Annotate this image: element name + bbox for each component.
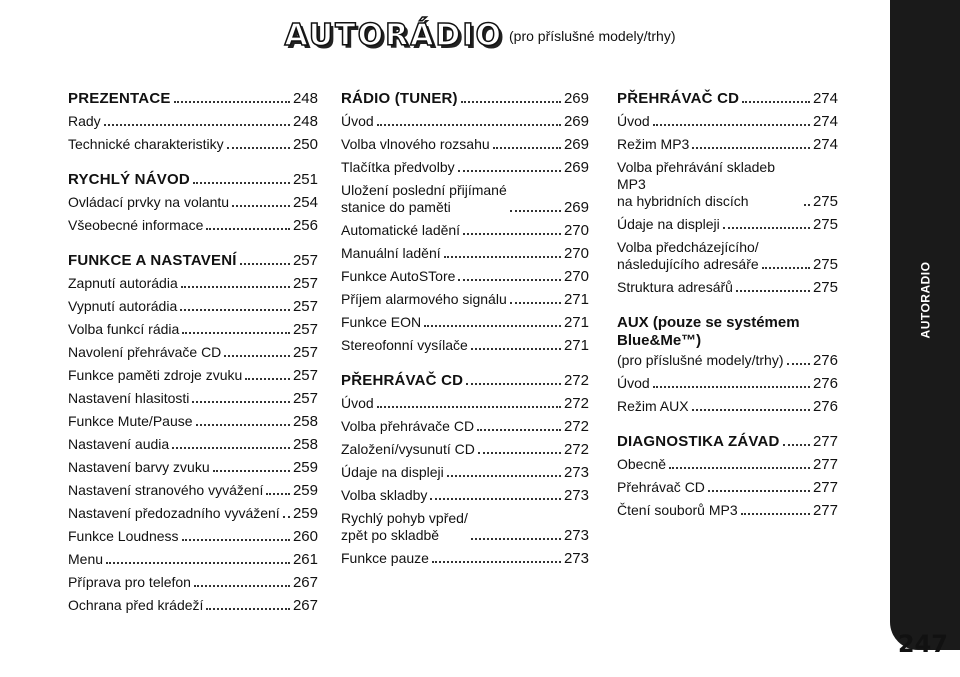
toc-section-heading[interactable] — [68, 90, 318, 107]
toc-entry[interactable] — [617, 502, 838, 519]
toc-page-number: 275 — [812, 193, 838, 210]
toc-entry-label: Volba předcházejícího/ následujícího adresáře — [617, 239, 759, 272]
dot-leader — [227, 147, 290, 149]
toc-page-number: 277 — [812, 502, 838, 519]
toc-entry-label: Ochrana před krádeží — [68, 597, 204, 613]
toc-entry[interactable] — [341, 222, 589, 239]
toc-entry-label: Úvod — [341, 113, 374, 129]
dot-leader — [181, 286, 290, 288]
toc-page-number: 274 — [812, 113, 838, 130]
dot-leader — [172, 447, 290, 449]
dot-leader — [192, 401, 290, 403]
dot-leader — [466, 383, 561, 385]
toc-entry[interactable] — [68, 275, 318, 292]
toc-page-number: 261 — [292, 551, 318, 568]
toc-entry-label: Založení/vysunutí CD — [341, 441, 475, 457]
toc-page-number: 257 — [292, 252, 318, 269]
toc-entry[interactable] — [68, 551, 318, 568]
toc-section-heading: AUX (pouze se systémem Blue&Me™) — [617, 314, 800, 349]
toc-entry[interactable] — [68, 113, 318, 130]
toc-entry[interactable] — [341, 395, 589, 412]
toc-page-number: 273 — [563, 527, 589, 544]
dot-leader — [447, 475, 561, 477]
toc-entry-label: Příprava pro telefon — [68, 574, 191, 590]
toc-page-number: 274 — [812, 136, 838, 153]
toc-page-number: 250 — [292, 136, 318, 153]
toc-section — [68, 252, 318, 614]
toc-entry-label: Nastavení stranového vyvážení — [68, 482, 264, 498]
toc-entry[interactable] — [341, 136, 589, 153]
toc-page-number: 271 — [563, 337, 589, 354]
toc-page-number: 277 — [812, 433, 838, 450]
toc-section-heading[interactable] — [341, 90, 589, 107]
toc-page-number: 272 — [563, 372, 589, 389]
toc-entry-label: Úvod — [341, 395, 374, 411]
toc-page-number: 272 — [563, 441, 589, 458]
toc-page-number: 276 — [812, 375, 838, 392]
dot-leader — [708, 490, 810, 492]
toc-page-number: 257 — [292, 390, 318, 407]
dot-leader — [692, 409, 810, 411]
toc-heading-label: PREZENTACE — [68, 90, 171, 107]
toc-entry-label: Režim AUX — [617, 398, 689, 414]
dot-leader — [478, 452, 561, 454]
toc-heading-label: FUNKCE A NASTAVENÍ — [68, 252, 237, 269]
dot-leader — [194, 585, 290, 587]
toc-heading-label: RYCHLÝ NÁVOD — [68, 171, 190, 188]
dot-leader — [206, 608, 290, 610]
dot-leader — [669, 467, 810, 469]
toc-page-number: 273 — [563, 464, 589, 481]
toc-entry-label: Obecně — [617, 456, 667, 472]
toc-page-number: 269 — [563, 199, 589, 216]
toc-entry-label: Funkce EON — [341, 314, 422, 330]
toc-page-number: 257 — [292, 321, 318, 338]
toc-entry[interactable] — [341, 337, 589, 354]
dot-leader — [493, 147, 561, 149]
dot-leader — [510, 210, 561, 212]
toc-entry-label: Volba vlnového rozsahu — [341, 136, 490, 152]
toc-entry-label: Údaje na displeji — [341, 464, 444, 480]
toc-heading-label: DIAGNOSTIKA ZÁVAD — [617, 433, 780, 450]
toc-section-heading[interactable] — [617, 433, 838, 450]
toc-column-1 — [68, 90, 318, 632]
dot-leader — [742, 101, 810, 103]
toc-page-number: 270 — [563, 222, 589, 239]
toc-page-number: 267 — [292, 597, 318, 614]
toc-entry[interactable] — [341, 441, 589, 458]
dot-leader — [240, 263, 290, 265]
toc-page-number: 248 — [292, 90, 318, 107]
toc-page-number: 256 — [292, 217, 318, 234]
toc-entry[interactable] — [617, 159, 838, 210]
toc-page-number: 272 — [563, 395, 589, 412]
toc-section — [341, 90, 589, 354]
toc-entry[interactable] — [68, 574, 318, 591]
toc-page-number: 259 — [292, 505, 318, 522]
dot-leader — [471, 348, 561, 350]
toc-entry[interactable] — [617, 136, 838, 153]
toc-entry[interactable] — [341, 291, 589, 308]
dot-leader — [106, 562, 290, 564]
dot-leader — [471, 538, 561, 540]
dot-leader — [180, 309, 290, 311]
toc-page-number: 257 — [292, 367, 318, 384]
toc-entry-label: Volba funkcí rádia — [68, 321, 180, 337]
toc-entry-label: Režim MP3 — [617, 136, 690, 152]
toc-section — [617, 314, 838, 415]
toc-page-number: 272 — [563, 418, 589, 435]
toc-entry[interactable] — [341, 550, 589, 567]
page-title — [0, 18, 960, 53]
dot-leader — [458, 279, 561, 281]
toc-page-number: 257 — [292, 298, 318, 315]
toc-entry[interactable] — [341, 245, 589, 262]
dot-leader — [463, 233, 561, 235]
toc-entry-label: Uložení poslední přijímané stanice do paměti — [341, 182, 507, 215]
toc-page-number: 259 — [292, 459, 318, 476]
toc-page-number: 257 — [292, 344, 318, 361]
toc-page-number: 257 — [292, 275, 318, 292]
toc-entry-label: Nastavení hlasitosti — [68, 390, 190, 406]
section-tab — [890, 0, 960, 650]
dot-leader — [653, 124, 810, 126]
toc-entry-label: Nastavení barvy zvuku — [68, 459, 210, 475]
toc-entry-label: Funkce pauze — [341, 550, 429, 566]
dot-leader — [477, 429, 561, 431]
title-subtitle: (pro příslušné modely/trhy) — [509, 28, 676, 44]
toc-page-number: 276 — [812, 398, 838, 415]
dot-leader — [182, 539, 290, 541]
toc-section — [617, 433, 838, 519]
toc-entry-label: Volba přehrávání skladeb MP3 na hybridních discích — [617, 159, 775, 209]
toc-entry-label: Příjem alarmového signálu — [341, 291, 507, 307]
toc-section-heading[interactable] — [617, 90, 838, 107]
toc-entry[interactable] — [68, 459, 318, 476]
toc-page-number: 269 — [563, 113, 589, 130]
toc-section-heading[interactable] — [341, 372, 589, 389]
toc-page-number: 274 — [812, 90, 838, 107]
toc-page-number: 258 — [292, 413, 318, 430]
toc-entry[interactable] — [68, 505, 318, 522]
dot-leader — [432, 561, 561, 563]
dot-leader — [653, 386, 810, 388]
toc-entry[interactable] — [341, 464, 589, 481]
toc-page-number: 276 — [812, 352, 838, 369]
toc-entry-label: Vypnutí autorádia — [68, 298, 178, 314]
toc-entry[interactable] — [68, 344, 318, 361]
dot-leader — [182, 332, 290, 334]
toc-page-number: 254 — [292, 194, 318, 211]
section-tab-label: AUTORADIO — [918, 261, 933, 339]
dot-leader — [245, 378, 290, 380]
toc-page-number: 269 — [563, 136, 589, 153]
dot-leader — [458, 170, 561, 172]
toc-page-number: 271 — [563, 314, 589, 331]
toc-entry-label: Rady — [68, 113, 101, 129]
toc-entry[interactable] — [617, 239, 838, 273]
toc-entry[interactable] — [341, 510, 589, 544]
toc-entry[interactable] — [68, 482, 318, 499]
toc-entry-label: Rychlý pohyb vpřed/ zpět po skladbě — [341, 510, 468, 543]
toc-page-number: 273 — [563, 550, 589, 567]
dot-leader — [232, 205, 290, 207]
dot-leader — [193, 182, 290, 184]
toc-entry-label: Manuální ladění — [341, 245, 441, 261]
toc-entry[interactable] — [68, 436, 318, 453]
dot-leader — [762, 267, 810, 269]
toc-page-number: 269 — [563, 159, 589, 176]
dot-leader — [461, 101, 561, 103]
toc-entry-label: Technické charakteristiky — [68, 136, 224, 152]
toc-entry-label: Stereofonní vysílače — [341, 337, 468, 353]
toc-entry[interactable] — [617, 398, 838, 415]
title-main: AUTORÁDIO — [284, 18, 503, 53]
toc-entry[interactable] — [617, 456, 838, 473]
toc-page-number: 275 — [812, 279, 838, 296]
toc-entry[interactable] — [68, 321, 318, 338]
dot-leader — [510, 302, 561, 304]
toc-page-number: 277 — [812, 456, 838, 473]
toc-entry[interactable] — [617, 279, 838, 296]
toc-entry[interactable] — [341, 182, 589, 216]
toc-entry-label: (pro příslušné modely/trhy) — [617, 352, 784, 368]
toc-entry-label: Navolení přehrávače CD — [68, 344, 222, 360]
toc-entry-label: Volba přehrávače CD — [341, 418, 475, 434]
dot-leader — [377, 124, 561, 126]
toc-entry[interactable] — [341, 418, 589, 435]
toc-page-number: 270 — [563, 245, 589, 262]
toc-entry[interactable] — [68, 597, 318, 614]
toc-entry-label: Tlačítka předvolby — [341, 159, 455, 175]
dot-leader — [783, 444, 810, 446]
toc-section — [68, 171, 318, 234]
toc-section — [341, 372, 589, 567]
dot-leader — [741, 513, 810, 515]
dot-leader — [723, 227, 810, 229]
toc-section — [617, 90, 838, 296]
toc-entry[interactable] — [617, 113, 838, 130]
toc-entry[interactable] — [341, 487, 589, 504]
toc-entry[interactable] — [68, 298, 318, 315]
dot-leader — [266, 493, 290, 495]
toc-page-number: 267 — [292, 574, 318, 591]
toc-entry-label: Přehrávač CD — [617, 479, 705, 495]
dot-leader — [224, 355, 290, 357]
dot-leader — [424, 325, 561, 327]
toc-entry[interactable] — [68, 528, 318, 545]
toc-page-number: 251 — [292, 171, 318, 188]
toc-section — [68, 90, 318, 153]
toc-column-2 — [341, 90, 589, 585]
toc-page-number: 277 — [812, 479, 838, 496]
dot-leader — [736, 290, 810, 292]
toc-page-number: 259 — [292, 482, 318, 499]
toc-entry-label: Automatické ladění — [341, 222, 461, 238]
dot-leader — [206, 228, 290, 230]
toc-entry-label: Funkce Loudness — [68, 528, 179, 544]
dot-leader — [430, 498, 561, 500]
toc-page-number: 248 — [292, 113, 318, 130]
toc-entry[interactable] — [341, 314, 589, 331]
toc-entry[interactable] — [617, 352, 838, 369]
toc-page-number: 275 — [812, 216, 838, 233]
toc-entry-label: Funkce AutoSTore — [341, 268, 456, 284]
page-number: 247 — [897, 630, 948, 658]
dot-leader — [804, 204, 810, 206]
toc-entry-label: Funkce Mute/Pause — [68, 413, 193, 429]
toc-entry-label: Ovládací prvky na volantu — [68, 194, 230, 210]
toc-entry[interactable] — [617, 216, 838, 233]
toc-heading-label: PŘEHRÁVAČ CD — [341, 372, 464, 389]
toc-entry[interactable] — [341, 268, 589, 285]
toc-page-number: 270 — [563, 268, 589, 285]
toc-entry[interactable] — [341, 159, 589, 176]
toc-entry-label: Volba skladby — [341, 487, 428, 503]
toc-entry-label: Funkce paměti zdroje zvuku — [68, 367, 243, 383]
dot-leader — [174, 101, 290, 103]
dot-leader — [283, 516, 290, 518]
dot-leader — [787, 363, 810, 365]
toc-entry[interactable] — [68, 413, 318, 430]
toc-page-number: 275 — [812, 256, 838, 273]
toc-entry-label: Nastavení audia — [68, 436, 170, 452]
toc-page-number: 258 — [292, 436, 318, 453]
dot-leader — [444, 256, 561, 258]
toc-section-heading[interactable] — [68, 252, 318, 269]
toc-entry-label: Úvod — [617, 113, 650, 129]
toc-page-number: 273 — [563, 487, 589, 504]
toc-entry[interactable] — [617, 375, 838, 392]
dot-leader — [692, 147, 810, 149]
dot-leader — [196, 424, 290, 426]
toc-entry-label: Údaje na displeji — [617, 216, 720, 232]
toc-entry[interactable] — [68, 217, 318, 234]
toc-entry[interactable] — [341, 113, 589, 130]
toc-entry-label: Všeobecné informace — [68, 217, 204, 233]
toc-heading-label: PŘEHRÁVAČ CD — [617, 90, 740, 107]
toc-entry-label: Nastavení předozadního vyvážení — [68, 505, 280, 521]
toc-entry-label: Struktura adresářů — [617, 279, 733, 295]
toc-heading-label: RÁDIO (TUNER) — [341, 90, 458, 107]
toc-entry-label: Úvod — [617, 375, 650, 391]
toc-entry-label: Menu — [68, 551, 104, 567]
toc-page-number: 260 — [292, 528, 318, 545]
toc-page-number: 271 — [563, 291, 589, 308]
toc-entry-label: Čtení souborů MP3 — [617, 502, 738, 518]
toc-entry[interactable] — [68, 390, 318, 407]
dot-leader — [377, 406, 561, 408]
toc-entry[interactable] — [68, 367, 318, 384]
dot-leader — [104, 124, 290, 126]
toc-entry[interactable] — [617, 479, 838, 496]
toc-entry-label: Zapnutí autorádia — [68, 275, 178, 291]
toc-column-3 — [617, 90, 838, 537]
toc-entry[interactable] — [68, 194, 318, 211]
dot-leader — [213, 470, 290, 472]
toc-section-heading[interactable] — [68, 171, 318, 188]
toc-page-number: 269 — [563, 90, 589, 107]
toc-entry[interactable] — [68, 136, 318, 153]
